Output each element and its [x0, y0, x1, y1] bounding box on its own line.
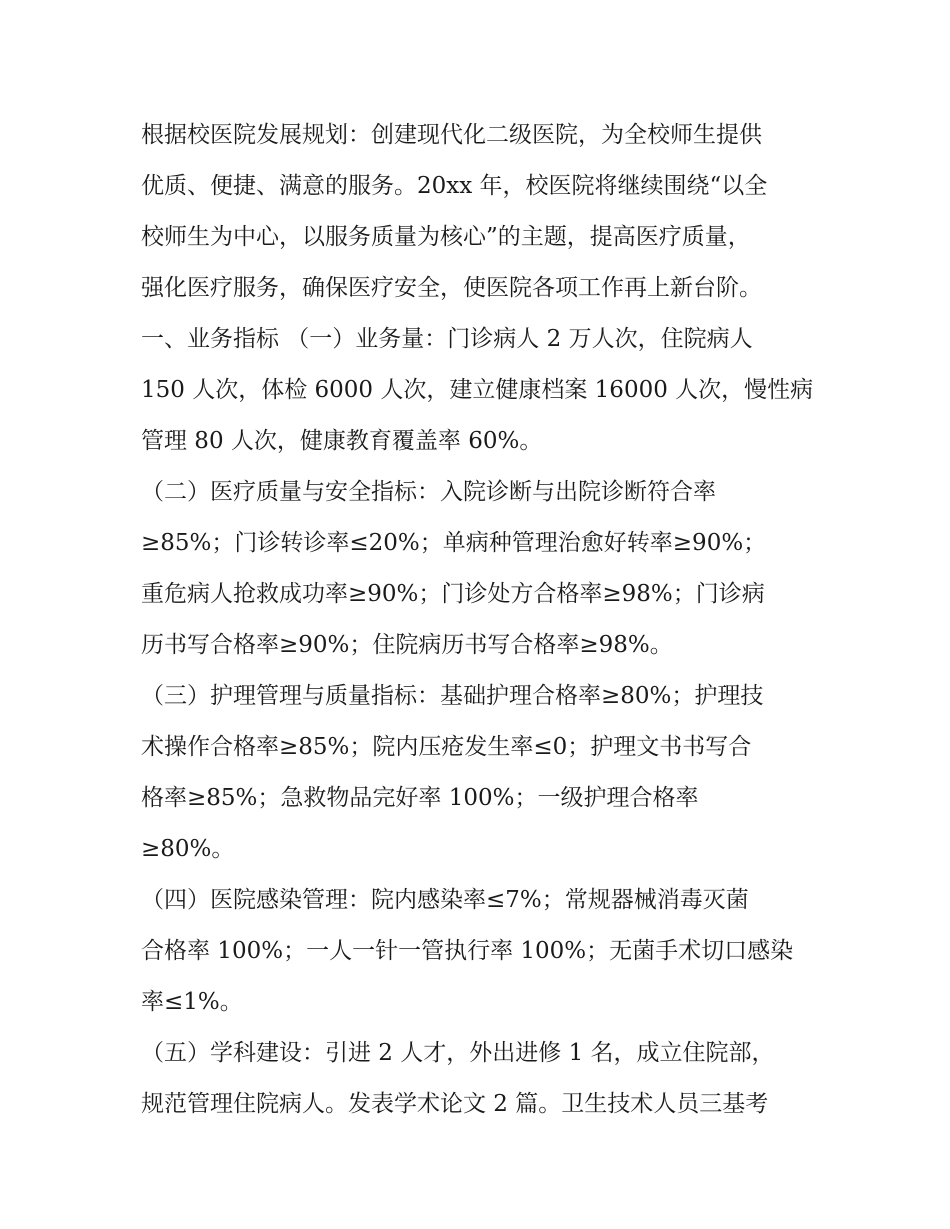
text-line: 率≤1%。 — [141, 989, 243, 1015]
text-line: ≥80%。 — [141, 836, 235, 862]
text-line: 格率≥85%；急救物品完好率 100%；一级护理合格率 — [141, 785, 699, 811]
text-line: （三）护理管理与质量指标：基础护理合格率≥80%；护理技 — [141, 683, 764, 709]
text-line: 一、业务指标 （一）业务量：门诊病人 2 万人次，住院病人 — [141, 326, 753, 352]
text-line: 重危病人抢救成功率≥90%；门诊处方合格率≥98%；门诊病 — [141, 581, 765, 607]
text-line: 管理 80 人次，健康教育覆盖率 60%。 — [141, 428, 543, 454]
text-line: 术操作合格率≥85%；院内压疮发生率≤0；护理文书书写合 — [141, 734, 752, 760]
text-line: 强化医疗服务，确保医疗安全，使医院各项工作再上新台阶。 — [141, 275, 762, 301]
text-line: 校师生为中心，以服务质量为核心”的主题，提高医疗质量， — [141, 224, 751, 250]
text-line: （二）医疗质量与安全指标：入院诊断与出院诊断符合率 — [141, 479, 716, 505]
text-line: （四）医院感染管理：院内感染率≤7%；常规器械消毒灭菌 — [141, 887, 749, 913]
text-line: 合格率 100%；一人一针一管执行率 100%；无菌手术切口感染 — [141, 938, 794, 964]
document-body — [141, 110, 821, 1130]
text-line: 规范管理住院病人。发表学术论文 2 篇。卫生技术人员三基考 — [141, 1091, 769, 1117]
text-line: 历书写合格率≥90%；住院病历书写合格率≥98%。 — [141, 632, 673, 658]
text-line: 根据校医院发展规划：创建现代化二级医院，为全校师生提供 — [141, 122, 762, 148]
text-line: ≥85%；门诊转诊率≤20%；单病种管理治愈好转率≥90%； — [141, 530, 767, 556]
text-line: 150 人次，体检 6000 人次，建立健康档案 16000 人次，慢性病 — [141, 377, 814, 403]
text-line: （五）学科建设：引进 2 人才，外出进修 1 名，成立住院部， — [141, 1040, 775, 1066]
text-line: 优质、便捷、满意的服务。20xx 年，校医院将继续围绕“以全 — [141, 173, 768, 199]
